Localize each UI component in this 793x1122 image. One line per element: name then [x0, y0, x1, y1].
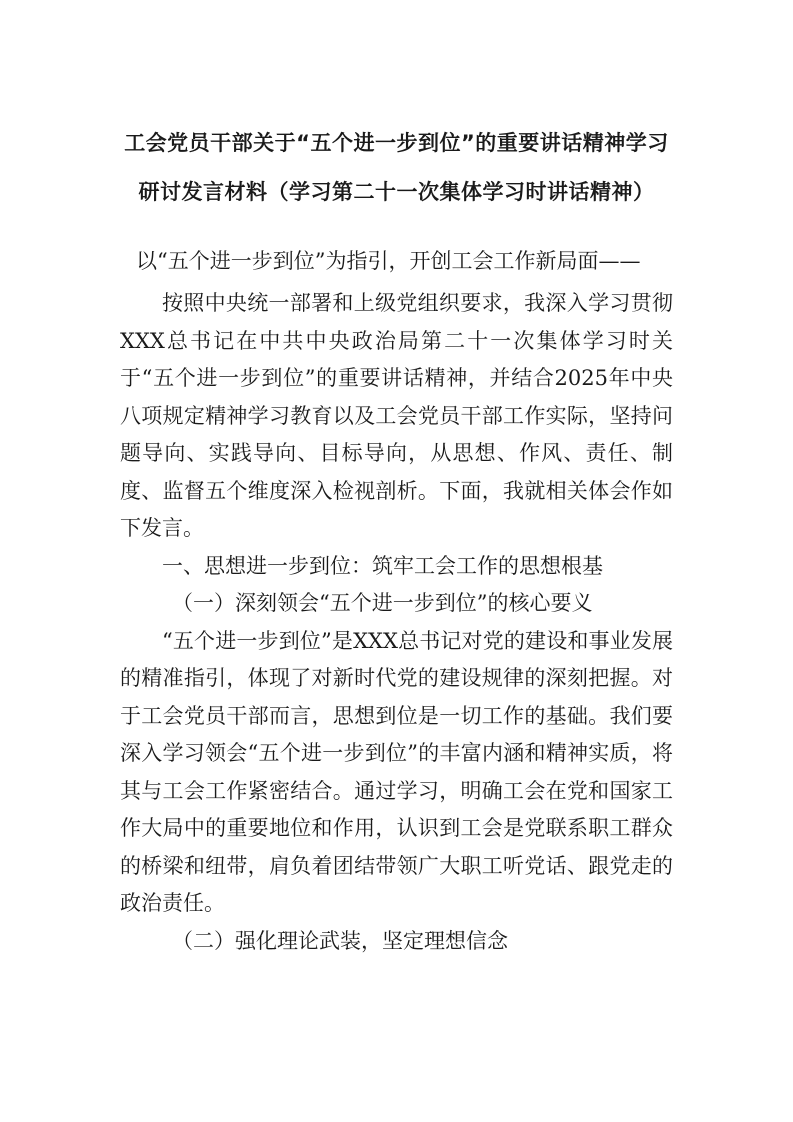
intro-paragraph: 按照中央统一部署和上级党组织要求，我深入学习贯彻XXX总书记在中共中央政治局第二十一次集体学习时关于“五个进一步到位”的重要讲话精神，并结合2025年中央八项规定精神学习教育以及工会党员干部工作实际，坚持问题导向、实践导向、目标导向，从思想、作风、责任、制度、监督五个维度深入检视剖析。下面，我就相关体会作如下发言。 [120, 291, 673, 540]
document-title-line-2: 研讨发言材料（学习第二十一次集体学习时讲话精神） [138, 180, 655, 204]
document-title-line-1: 工会党员干部关于“五个进一步到位”的重要讲话精神学习 [124, 131, 669, 155]
document-subtitle: 以“五个进一步到位”为指引，开创工会工作新局面—— [136, 249, 641, 273]
subsection-heading-1: （一）深刻领会“五个进一步到位”的核心要义 [172, 591, 593, 615]
document-body [120, 285, 673, 960]
body-paragraph: “五个进一步到位”是XXX总书记对党的建设和事业发展的精准指引，体现了对新时代党的建设规律的深刻把握。对于工会党员干部而言，思想到位是一切工作的基础。我们要深入学习领会“五个进一步到位”的丰富内涵和精神实质，将其与工会工作紧密结合。通过学习，明确工会在党和国家工作大局中的重要地位和作用，认识到工会是党联系职工群众的桥梁和纽带，肩负着团结带领广大职工听党话、跟党走的政治责任。 [120, 628, 673, 915]
section-heading-1: 一、思想进一步到位：筑牢工会工作的思想根基 [162, 553, 603, 578]
subsection-heading-2: （二）强化理论武装，坚定理想信念 [172, 928, 508, 953]
